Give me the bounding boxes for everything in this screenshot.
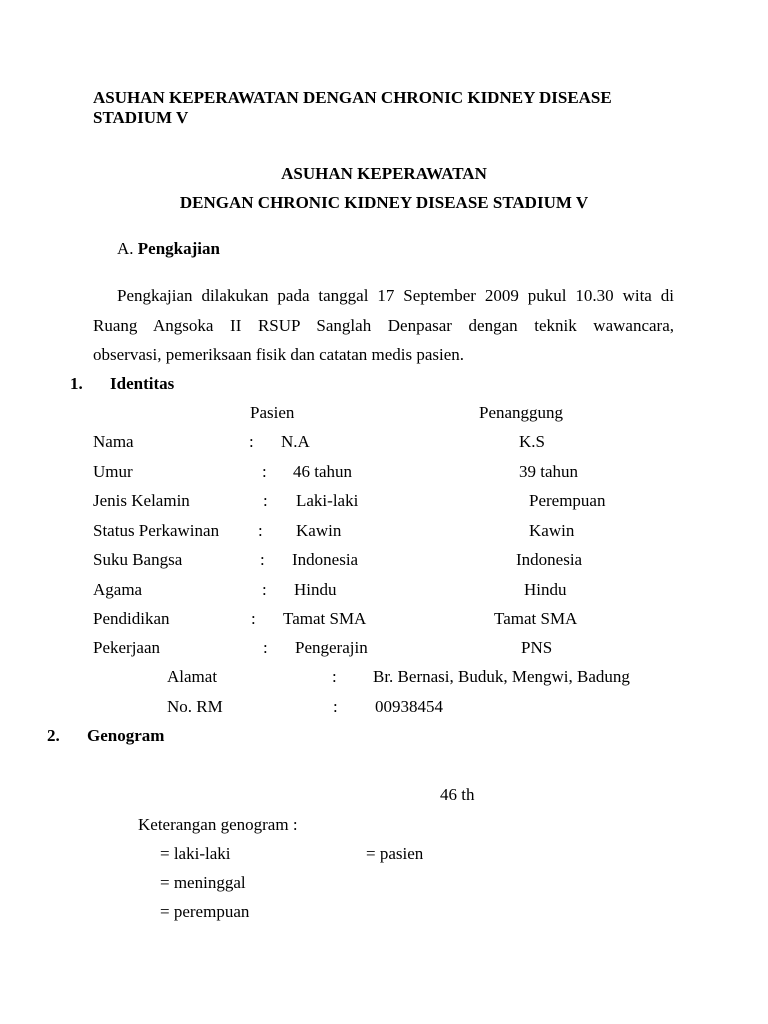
- row-pasien-pendidikan: Tamat SMA: [283, 609, 367, 628]
- document-header-line-1: ASUHAN KEPERAWATAN DENGAN CHRONIC KIDNEY DISEASE: [93, 88, 612, 107]
- row-penanggung-agama: Hindu: [524, 580, 567, 599]
- row-pasien-suku-bangsa: Indonesia: [292, 550, 359, 569]
- row-pasien-nama: N.A: [281, 432, 310, 451]
- row-colon: :: [258, 521, 263, 540]
- row-label-pekerjaan: Pekerjaan: [93, 638, 161, 657]
- section-a-heading: [117, 239, 220, 259]
- paragraph-line-3: observasi, pemeriksaan fisik dan catatan medis pasien.: [93, 345, 465, 364]
- genogram-legend-male: = laki-laki: [160, 844, 231, 863]
- row-pasien-umur: 46 tahun: [293, 462, 353, 481]
- row-value-alamat: Br. Bernasi, Buduk, Mengwi, Badung: [373, 667, 630, 686]
- row-colon: :: [251, 609, 256, 628]
- row-penanggung-pendidikan: Tamat SMA: [494, 609, 578, 628]
- row-colon: :: [260, 550, 265, 569]
- row-colon: :: [333, 697, 338, 716]
- paragraph-line-1: Pengkajian dilakukan pada tanggal 17 September 2009 pukul 10.30 wita di: [117, 286, 674, 305]
- identitas-title: Identitas: [110, 374, 175, 393]
- row-label-pendidikan: Pendidikan: [93, 609, 170, 628]
- row-penanggung-pekerjaan: PNS: [521, 638, 553, 657]
- main-title-line-2: DENGAN CHRONIC KIDNEY DISEASE STADIUM V: [179, 193, 589, 212]
- row-label-suku-bangsa: Suku Bangsa: [93, 550, 183, 569]
- row-colon: :: [263, 638, 268, 657]
- row-pasien-status-perkawinan: Kawin: [296, 521, 342, 540]
- row-colon: :: [332, 667, 337, 686]
- paragraph-line-2: Ruang Angsoka II RSUP Sanglah Denpasar dengan teknik wawancara,: [93, 316, 674, 335]
- row-label-nama: Nama: [93, 432, 134, 451]
- genogram-title: Genogram: [87, 726, 165, 745]
- row-penanggung-suku-bangsa: Indonesia: [516, 550, 583, 569]
- column-header-pasien: Pasien: [250, 403, 295, 422]
- row-label-status-perkawinan: Status Perkawinan: [93, 521, 220, 540]
- row-penanggung-jenis-kelamin: Perempuan: [529, 491, 606, 510]
- genogram-legend-female: = perempuan: [160, 902, 250, 921]
- section-a-title: Pengkajian: [137, 239, 220, 258]
- row-pasien-jenis-kelamin: Laki-laki: [296, 491, 359, 510]
- genogram-age-label: 46 th: [440, 785, 475, 804]
- main-title-line-1: ASUHAN KEPERAWATAN: [281, 164, 487, 183]
- row-label-umur: Umur: [93, 462, 133, 481]
- row-colon: :: [263, 491, 268, 510]
- row-label-no-rm: No. RM: [167, 697, 223, 716]
- row-pasien-agama: Hindu: [294, 580, 337, 599]
- genogram-legend-patient: = pasien: [366, 844, 424, 863]
- row-pasien-pekerjaan: Pengerajin: [295, 638, 368, 657]
- row-colon: :: [249, 432, 254, 451]
- row-colon: :: [262, 580, 267, 599]
- section-a-label: A.: [117, 239, 134, 258]
- row-label-agama: Agama: [93, 580, 143, 599]
- genogram-number: 2.: [47, 726, 60, 745]
- row-label-jenis-kelamin: Jenis Kelamin: [93, 491, 190, 510]
- identitas-number: 1.: [70, 374, 83, 393]
- row-label-alamat: Alamat: [167, 667, 218, 686]
- row-penanggung-status-perkawinan: Kawin: [529, 521, 575, 540]
- row-penanggung-umur: 39 tahun: [519, 462, 579, 481]
- genogram-legend-deceased: = meninggal: [160, 873, 246, 892]
- genogram-legend-title: Keterangan genogram :: [138, 815, 298, 834]
- row-colon: :: [262, 462, 267, 481]
- row-penanggung-nama: K.S: [519, 432, 545, 451]
- column-header-penanggung: Penanggung: [479, 403, 564, 422]
- document-header-line-2: STADIUM V: [93, 108, 189, 127]
- row-value-no-rm: 00938454: [375, 697, 443, 716]
